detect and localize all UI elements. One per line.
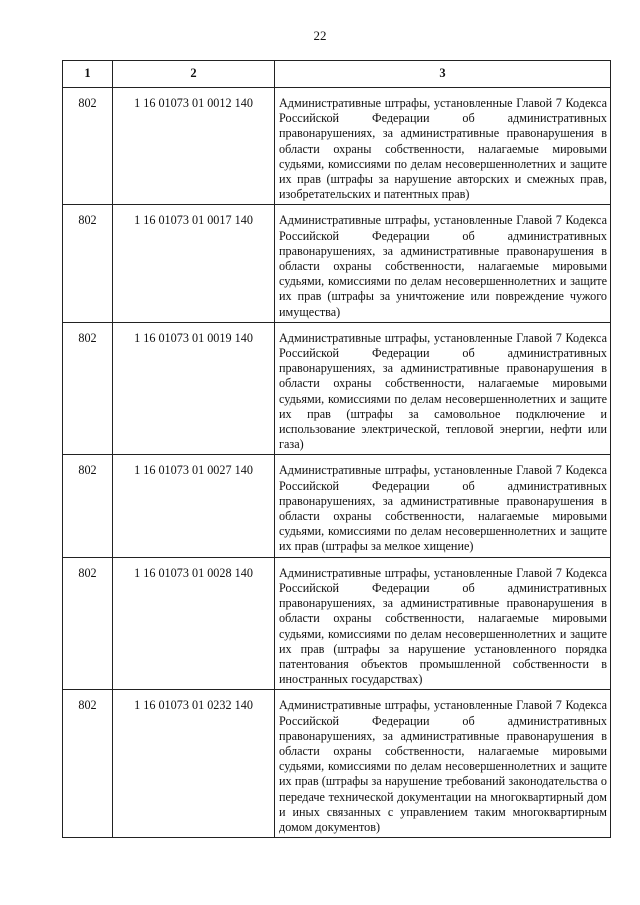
table-row [63,322,611,455]
budget-code-cell: 1 16 01073 01 0028 140 [113,557,275,690]
description-cell: Административные штрафы, установленные Главой 7 Кодекса Российской Федерации об административных правонарушениях, за административные правонарушения в области охраны собственности, налагаемые мировыми судьями, комиссиями по делам несовершеннолетних и защите их прав (штрафы за нарушение требований законодательства о передаче технической документации на многоквартирный дом и иных связанных с управлением таким многоквартирным домом документов) [275,690,611,838]
column-header-3: 3 [275,61,611,88]
table-row [63,455,611,557]
budget-code-cell: 1 16 01073 01 0019 140 [113,322,275,455]
description-cell: Административные штрафы, установленные Главой 7 Кодекса Российской Федерации об административных правонарушениях, за административные правонарушения в области охраны собственности, налагаемые мировыми судьями, комиссиями по делам несовершеннолетних и защите их прав (штрафы за уничтожение или повреждение чужого имущества) [275,205,611,322]
administrator-code-cell: 802 [63,205,113,322]
budget-classification-table [62,60,611,838]
budget-code-cell: 1 16 01073 01 0017 140 [113,205,275,322]
administrator-code-cell: 802 [63,455,113,557]
administrator-code-cell: 802 [63,322,113,455]
administrator-code-cell: 802 [63,690,113,838]
administrator-code-cell: 802 [63,557,113,690]
description-cell: Административные штрафы, установленные Главой 7 Кодекса Российской Федерации об административных правонарушениях, за административные правонарушения в области охраны собственности, налагаемые мировыми судьями, комиссиями по делам несовершеннолетних и защите их прав (штрафы за самовольное подключение и использование электрической, тепловой энергии, нефти или газа) [275,322,611,455]
description-cell: Административные штрафы, установленные Главой 7 Кодекса Российской Федерации об административных правонарушениях, за административные правонарушения в области охраны собственности, налагаемые мировыми судьями, комиссиями по делам несовершеннолетних и защите их прав (штрафы за мелкое хищение) [275,455,611,557]
table-row [63,557,611,690]
budget-code-cell: 1 16 01073 01 0027 140 [113,455,275,557]
table-row [63,88,611,205]
table-header-row [63,61,611,88]
description-cell: Административные штрафы, установленные Главой 7 Кодекса Российской Федерации об административных правонарушениях, за административные правонарушения в области охраны собственности, налагаемые мировыми судьями, комиссиями по делам несовершеннолетних и защите их прав (штрафы за нарушение авторских и смежных прав, изобретательских и патентных прав) [275,88,611,205]
table-row [63,690,611,838]
description-cell: Административные штрафы, установленные Главой 7 Кодекса Российской Федерации об административных правонарушениях, за административные правонарушения в области охраны собственности, налагаемые мировыми судьями, комиссиями по делам несовершеннолетних и защите их прав (штрафы за нарушение установленного порядка патентования объектов промышленной собственности в иностранных государствах) [275,557,611,690]
budget-code-cell: 1 16 01073 01 0012 140 [113,88,275,205]
administrator-code-cell: 802 [63,88,113,205]
column-header-1: 1 [63,61,113,88]
column-header-2: 2 [113,61,275,88]
page-number: 22 [313,28,327,43]
table-row [63,205,611,322]
budget-code-cell: 1 16 01073 01 0232 140 [113,690,275,838]
